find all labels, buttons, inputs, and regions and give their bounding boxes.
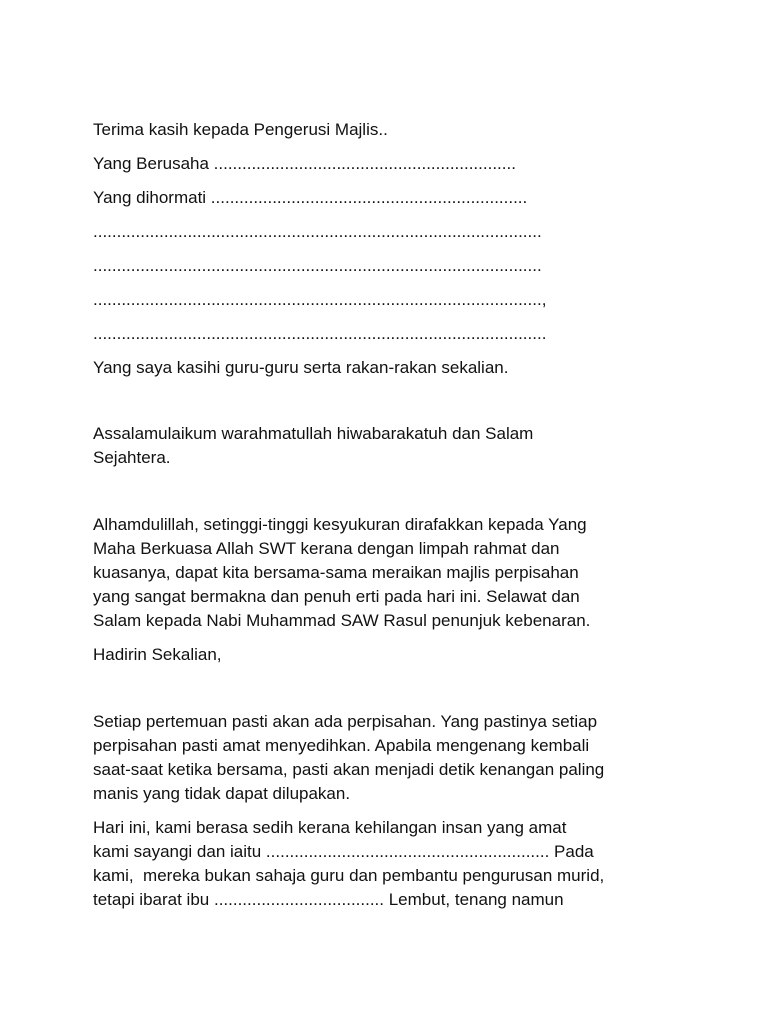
spacer — [93, 278, 693, 288]
spacer — [93, 244, 693, 254]
spacer — [93, 176, 693, 186]
spacer — [93, 142, 693, 152]
greeting-chair: Terima kasih kepada Pengerusi Majlis.. — [93, 120, 388, 139]
intro-line: Maha Berkuasa Allah SWT kerana dengan limpah rahmat dan — [93, 539, 560, 558]
spacer — [93, 633, 693, 643]
intro-paragraph — [93, 513, 693, 633]
greeting-honoured-2: Yang dihormati ................................................................... — [93, 188, 528, 207]
blank-dots-line-1: ............................................................................................... — [93, 222, 542, 241]
address-audience: Hadirin Sekalian, — [93, 645, 222, 664]
spacer — [93, 210, 693, 220]
blank-dots-line-4: ................................................................................................ — [93, 324, 547, 343]
speech-document — [93, 118, 693, 912]
body-paragraph-2 — [93, 816, 693, 912]
salam-line: Sejahtera. — [93, 448, 171, 467]
greeting-beloved: Yang saya kasihi guru-guru serta rakan-rakan sekalian. — [93, 358, 509, 377]
body-paragraph-1 — [93, 710, 693, 806]
body-line: tetapi ibarat ibu .................................... Lembut, tenang namun — [93, 890, 564, 909]
body-line: kami, mereka bukan sahaja guru dan pembantu pengurusan murid, — [93, 866, 605, 885]
body-line: manis yang tidak dapat dilupakan. — [93, 784, 351, 803]
body-line: kami sayangi dan iaitu ............................................................ Pada — [93, 842, 594, 861]
spacer — [93, 312, 693, 322]
spacer — [93, 346, 693, 356]
body-line: Setiap pertemuan pasti akan ada perpisahan. Yang pastinya setiap — [93, 712, 598, 731]
spacer — [93, 806, 693, 816]
body-line: saat-saat ketika bersama, pasti akan menjadi detik kenangan paling — [93, 760, 605, 779]
intro-line: Alhamdulillah, setinggi-tinggi kesyukuran dirafakkan kepada Yang — [93, 515, 587, 534]
blank-dots-line-3: ..............................................................................................., — [93, 290, 547, 309]
salam-line: Assalamulaikum warahmatullah hiwabarakatuh dan Salam — [93, 424, 534, 443]
body-line: perpisahan pasti amat menyedihkan. Apabila mengenang kembali — [93, 736, 590, 755]
body-line: Hari ini, kami berasa sedih kerana kehilangan insan yang amat — [93, 818, 567, 837]
intro-line: kuasanya, dapat kita bersama-sama meraikan majlis perpisahan — [93, 563, 579, 582]
spacer — [93, 470, 693, 513]
salam-paragraph — [93, 422, 693, 470]
greeting-honoured-1: Yang Berusaha ................................................................ — [93, 154, 516, 173]
blank-dots-line-2: ............................................................................................... — [93, 256, 542, 275]
intro-line: yang sangat bermakna dan penuh erti pada hari ini. Selawat dan — [93, 587, 580, 606]
spacer — [93, 667, 693, 710]
intro-line: Salam kepada Nabi Muhammad SAW Rasul penunjuk kebenaran. — [93, 611, 591, 630]
spacer — [93, 380, 693, 422]
